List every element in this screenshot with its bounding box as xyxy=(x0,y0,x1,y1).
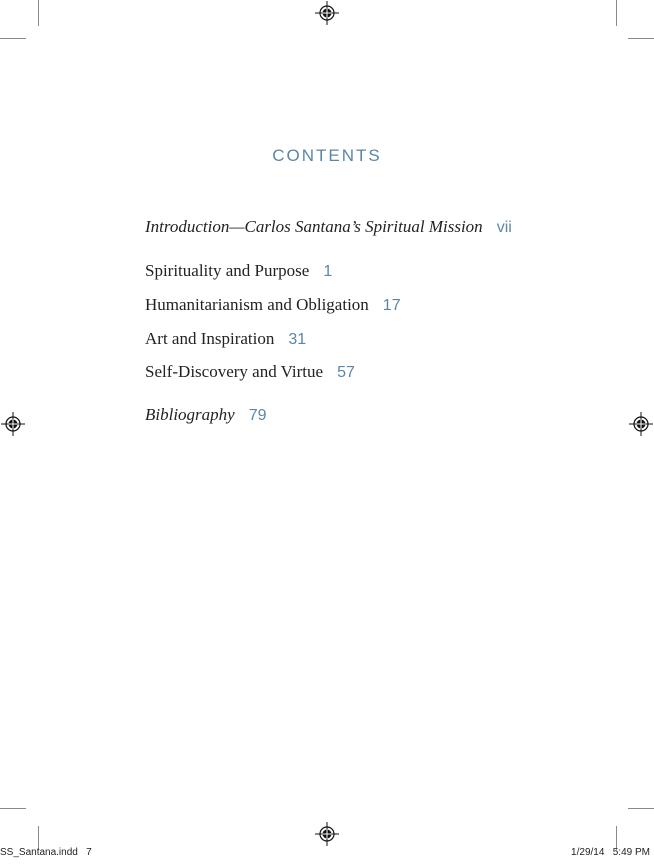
crop-mark-top-right xyxy=(616,0,617,26)
toc-entry-self-discovery[interactable] xyxy=(145,362,355,382)
crop-mark-top-left xyxy=(38,0,39,26)
toc-entry-page: 79 xyxy=(248,407,267,424)
toc-entry-page: 57 xyxy=(337,364,355,381)
registration-mark-icon xyxy=(315,822,339,846)
toc-entry-bibliography[interactable] xyxy=(145,405,267,425)
crop-mark-bottom-left-h xyxy=(0,808,26,809)
registration-mark-icon xyxy=(315,1,339,25)
toc-entry-title: Introduction—Carlos Santana’s Spiritual Mission xyxy=(145,217,483,236)
toc-entry-art[interactable] xyxy=(145,329,306,349)
toc-entry-title: Humanitarianism and Obligation xyxy=(145,295,369,314)
toc-entry-spirituality[interactable] xyxy=(145,261,332,281)
toc-entry-introduction[interactable] xyxy=(145,217,512,237)
toc-entry-title: Bibliography xyxy=(145,405,235,424)
toc-entry-title: Self-Discovery and Virtue xyxy=(145,362,324,381)
toc-entry-page: 31 xyxy=(288,331,307,348)
contents-heading: CONTENTS xyxy=(272,146,382,165)
toc-entry-page: 17 xyxy=(382,297,401,314)
toc-entry-title: Spirituality and Purpose xyxy=(145,261,310,280)
registration-mark-icon xyxy=(1,412,25,436)
toc-entry-page: 1 xyxy=(323,263,333,280)
toc-entry-title: Art and Inspiration xyxy=(145,329,275,348)
crop-mark-top-right-h xyxy=(628,38,654,39)
registration-mark-icon xyxy=(629,412,653,436)
crop-mark-bottom-right-h xyxy=(628,808,654,809)
slug-filename: SS_Santana.indd 7 xyxy=(0,847,92,858)
toc-entry-humanitarianism[interactable] xyxy=(145,295,401,315)
slug-datetime: 1/29/14 5:49 PM xyxy=(571,847,650,858)
toc-entry-page: vii xyxy=(496,219,512,236)
crop-mark-top-left-h xyxy=(0,38,26,39)
